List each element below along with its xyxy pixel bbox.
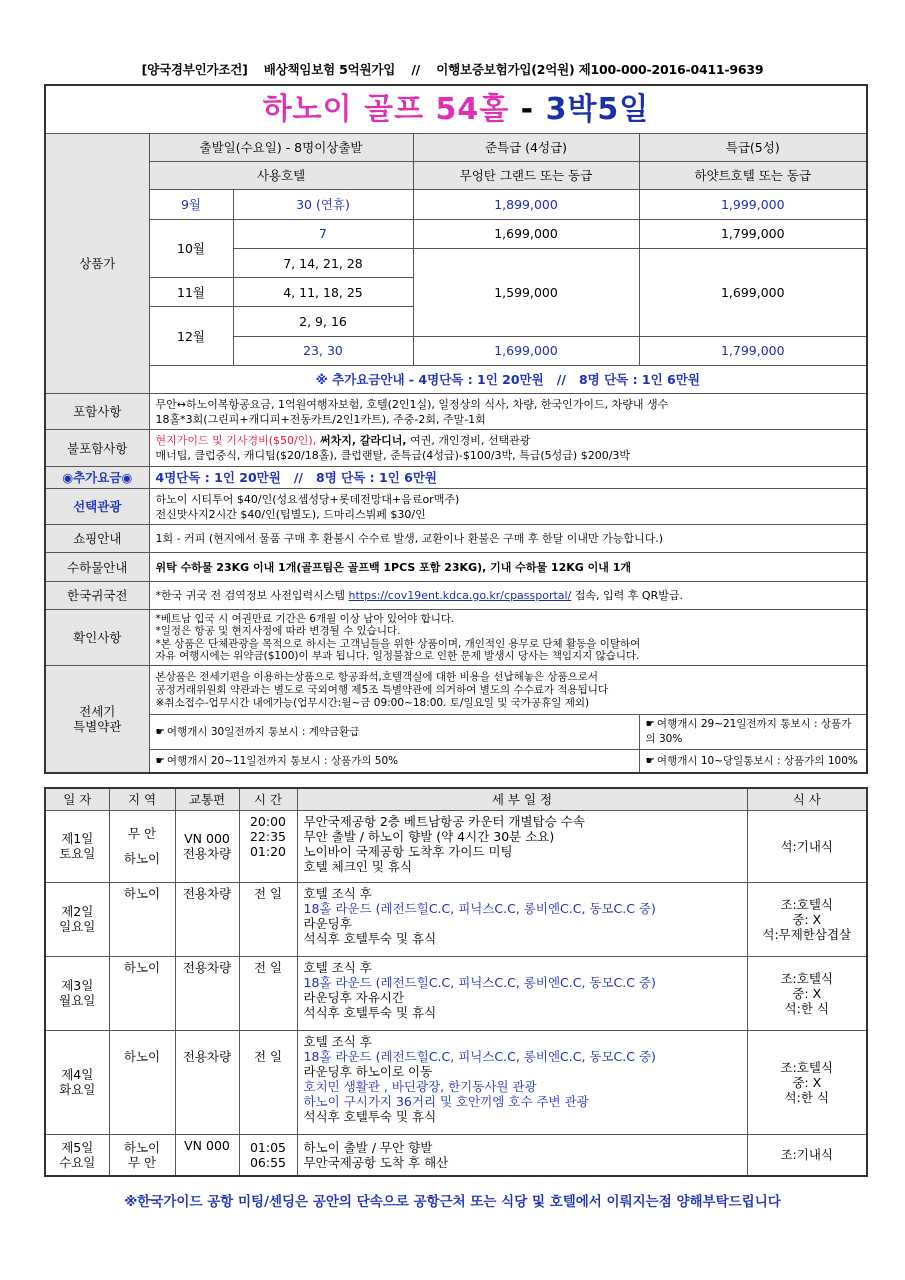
day2-label: 제2일: [61, 904, 94, 919]
price-dec-5star: 1,799,000: [639, 336, 867, 365]
day4-weekday: 화요일: [59, 1082, 96, 1097]
extra-fee-label: ◉추가요금◉: [45, 466, 149, 488]
day1-time-b: 22:35: [249, 828, 287, 844]
dates-oct-1: 7: [233, 219, 413, 248]
day1-item-1: 무안국제공항 2층 베트남항공 카운터 개별탑승 수속: [303, 813, 585, 829]
day1-flight: VN 000: [184, 831, 230, 846]
return-text: [149, 581, 867, 609]
day3-transport: 전용차량: [175, 956, 239, 1030]
day5-row: [45, 1134, 867, 1176]
day4-item-4: 호치민 생활관 , 바딘광장, 한기동사원 관광: [303, 1078, 537, 1094]
price-mid-5star: 1,699,000: [639, 248, 867, 336]
day5-weekday: 수요일: [59, 1154, 96, 1170]
title-duration: 3박5일: [545, 91, 650, 127]
license-condition: [양국경부인가조건]: [141, 62, 248, 77]
day2-transport: 전용차량: [175, 882, 239, 956]
price-mid-4star: 1,599,000: [413, 248, 639, 336]
day3-weekday: 월요일: [59, 993, 96, 1008]
day2-row: [45, 882, 867, 956]
day4-transport: 전용차량: [175, 1030, 239, 1134]
col-time: 시 간: [239, 788, 297, 810]
day4-item-6: 석식후 호텔투숙 및 휴식: [303, 1108, 437, 1124]
product-title: [45, 85, 867, 133]
shopping-label: 쇼핑안내: [45, 525, 149, 553]
day5-meal: 조:기내식: [747, 1134, 867, 1176]
charter-line-3: ※취소접수-업무시간 내에가능(업무시간:월~금 09:00~18:00. 토/일요일 및 국가공휴일 제외): [155, 696, 590, 709]
day3-region: 하노이: [109, 956, 175, 1030]
notice-line-3: *본 상품은 단체관광을 목적으로 하시는 고객님들을 위한 상품이며, 개인적인 용무로 단체 활동을 이탈하여: [155, 637, 641, 650]
day3-item-3: 라운딩후 자유시간: [303, 989, 405, 1005]
price-sep-5star: 1,999,000: [639, 190, 867, 219]
title-main: 하노이 골프 54홀: [262, 91, 510, 127]
day1-item-3: 노이바이 국제공항 도착후 가이드 미팅: [303, 843, 513, 859]
day2-lunch: 중: X: [792, 911, 822, 927]
day3-breakfast: 조:호텔식: [780, 970, 833, 986]
month-oct: 10월: [149, 219, 233, 278]
day1-item-4: 호텔 체크인 및 휴식: [303, 858, 413, 874]
price-oct-4star: 1,699,000: [413, 219, 639, 248]
return-post: 접속, 입력 후 QR발급.: [571, 588, 683, 602]
exclude-surcharge: 써차지, 갈라디너,: [316, 434, 407, 448]
notice-line-4: 자유 여행시에는 위약금($100)이 부과 됩니다. 일정불참으로 인한 문제 발생시 당사는 책임지지 않습니다.: [155, 650, 640, 663]
day4-row: [45, 1030, 867, 1134]
charter-label-2: 특별약관: [73, 719, 122, 735]
include-label: 포함사항: [45, 394, 149, 430]
day2-weekday: 일요일: [59, 919, 96, 934]
price-oct-5star: 1,799,000: [639, 219, 867, 248]
day1-time-c: 01:20: [249, 843, 287, 859]
grade-4star-header: 준특급 (4성급): [413, 133, 639, 161]
exclude-guide-fee: 현지가이드 및 기사경비($50/인),: [155, 434, 317, 448]
day1-region-b: 하노이: [123, 851, 161, 866]
cancel-rule-10days: ☛ 여행개시 10~당일통보시 : 상품가의 100%: [639, 750, 867, 773]
day2-item-3: 라운딩후: [303, 915, 352, 931]
col-region: 지 역: [109, 788, 175, 810]
day1-item-2: 무안 출발 / 하노이 향발 (약 4시간 30분 소요): [303, 828, 555, 844]
dates-sep: 30 (연휴): [233, 190, 413, 219]
day5-time-a: 01:05: [249, 1139, 287, 1155]
dates-dec-2: 23, 30: [233, 336, 413, 365]
exclude-line-2: 매너팁, 클럽중식, 캐디팁($20/18홀), 클럽랜탈, 준특급(4성급)-$100/3박, 특급(5성급) $200/3박: [155, 449, 631, 463]
price-dec-4star: 1,699,000: [413, 336, 639, 365]
option-line-2: 전신맛사지2시간 $40/인(팁별도), 드마리스뷔페 $30/인: [155, 507, 426, 521]
day3-label: 제3일: [61, 978, 94, 993]
title-dash: -: [509, 91, 546, 127]
itinerary-table: [44, 787, 868, 1177]
day1-meal: 석:기내식: [747, 810, 867, 882]
day5-label: 제5일: [61, 1139, 94, 1155]
cancel-rule-29-21days: ☛ 여행개시 29~21일전까지 통보시 : 상품가의 30%: [639, 714, 867, 749]
notice-line-1: *베트남 입국 시 여권만료 기간은 6개월 이상 남아 있어야 합니다.: [155, 612, 455, 625]
day5-flight: VN 000: [175, 1134, 239, 1176]
day2-item-1: 호텔 조식 후: [303, 885, 372, 901]
day5-region-b: 무 안: [127, 1154, 157, 1170]
col-transport: 교통편: [175, 788, 239, 810]
day2-region: 하노이: [109, 882, 175, 956]
surcharge-note: ※ 추가요금안내 - 4명단독 : 1인 20만원 // 8명 단독 : 1인 6만원: [149, 365, 867, 393]
dates-nov: 4, 11, 18, 25: [233, 278, 413, 307]
charter-terms-label: [45, 666, 149, 773]
grade-5star-header: 특급(5성): [639, 133, 867, 161]
day4-lunch: 중: X: [792, 1074, 822, 1090]
day2-item-2: 18홀 라운드 (레전드힐C.C, 피닉스C.C, 롱비엔C.C, 동모C.C 중): [303, 900, 656, 916]
day3-item-4: 석식후 호텔투숙 및 휴식: [303, 1004, 437, 1020]
month-dec: 12월: [149, 307, 233, 366]
product-info-table: [44, 84, 868, 774]
license-info-line: [0, 60, 905, 78]
cancel-rule-30days: ☛ 여행개시 30일전까지 통보시 : 계약금환급: [149, 714, 639, 749]
day2-dinner: 석:무제한삼겹살: [762, 926, 852, 942]
hotel-label: 사용호텔: [149, 162, 413, 190]
col-detail: 세 부 일 정: [297, 788, 747, 810]
include-line-1: 무안↔하노이복항공요금, 1억원여행자보험, 호텔(2인1실), 일정상의 식사, 차량, 한국인가이드, 차량내 생수: [155, 397, 669, 411]
include-line-2: 18홀*3회(그린피+캐디피+전동카트/2인1카트), 주중-2회, 주말-1회: [155, 412, 486, 426]
day5-item-2: 무안국제공항 도착 후 해산: [303, 1154, 449, 1170]
liability-insurance: 배상책임보험 5억원가입: [263, 62, 396, 77]
day3-row: [45, 956, 867, 1030]
day2-breakfast: 조:호텔식: [780, 896, 833, 912]
day4-breakfast: 조:호텔식: [780, 1059, 833, 1075]
charter-line-1: 본상품은 전세기편을 이용하는상품으로 항공좌석,호텔객실에 대한 비용을 선납해놓은 상품으로서: [155, 670, 599, 683]
day5-region-a: 하노이: [123, 1139, 161, 1155]
return-label: 한국귀국전: [45, 581, 149, 609]
day1-row: [45, 810, 867, 882]
return-pre: *한국 귀국 전 검역정보 사전입력시스템: [155, 588, 349, 602]
exclude-label: 불포함사항: [45, 430, 149, 466]
day1-vehicle: 전용차량: [182, 846, 232, 861]
day3-lunch: 중: X: [792, 985, 822, 1001]
dates-dec-1: 2, 9, 16: [233, 307, 413, 336]
day5-item-1: 하노이 출발 / 무안 향발: [303, 1139, 433, 1155]
day3-dinner: 석:한 식: [784, 1000, 829, 1016]
separator: //: [411, 62, 421, 77]
day1-label: 제1일: [61, 831, 94, 846]
shopping-text: 1회 - 커피 (현지에서 물품 구매 후 환불시 수수료 발생, 교환이나 환불은 구매 후 한달 이내만 가능합니다.): [149, 525, 867, 553]
day4-label: 제4일: [61, 1067, 94, 1082]
charter-label-1: 전세기: [79, 704, 116, 720]
day5-time-b: 06:55: [249, 1154, 287, 1170]
day4-item-2: 18홀 라운드 (레전드힐C.C, 피닉스C.C, 롱비엔C.C, 동모C.C 중): [303, 1048, 656, 1064]
day4-item-5: 하노이 구시가지 36거리 및 호안끼엠 호수 주변 관광: [303, 1093, 589, 1109]
baggage-text: 위탁 수하물 23KG 이내 1개(골프팀은 골프백 1PCS 포함 23KG), 기내 수하물 12KG 이내 1개: [149, 553, 867, 581]
day3-item-2: 18홀 라운드 (레전드힐C.C, 피닉스C.C, 롱비엔C.C, 동모C.C 중): [303, 974, 656, 990]
exclude-line-1: [156, 433, 861, 448]
day1-region-a: 무 안: [127, 826, 157, 841]
day3-item-1: 호텔 조식 후: [303, 959, 372, 975]
day4-item-3: 라운딩후 하노이로 이동: [303, 1063, 433, 1079]
option-line-1: 하노이 시티투어 $40/인(성요셉성당+롯데전망대+음료or맥주): [155, 492, 460, 506]
day4-time: 전 일: [239, 1030, 297, 1134]
hotel-4star: 무엉탄 그랜드 또는 동급: [413, 162, 639, 190]
guarantee-insurance: 이행보증보험가입(2억원) 제100-000-2016-0411-9639: [436, 62, 764, 77]
quarantine-link[interactable]: https://cov19ent.kdca.go.kr/cpassportal/: [348, 588, 572, 602]
col-meal: 식 사: [747, 788, 867, 810]
month-nov: 11월: [149, 278, 233, 307]
notice-line-2: *일정은 항공 및 현지사정에 따라 변경될 수 있습니다.: [155, 625, 401, 638]
day1-time-a: 20:00: [249, 813, 287, 829]
col-day: 일 자: [45, 788, 109, 810]
option-tour-label: 선택관광: [45, 488, 149, 524]
footer-notice: ※한국가이드 공항 미팅/센딩은 공안의 단속으로 공항근처 또는 식당 및 호텔에서 이뤄지는점 양해부탁드립니다: [124, 1194, 781, 1210]
baggage-label: 수하물안내: [45, 553, 149, 581]
exclude-rest: 여권, 개인경비, 선택관광: [406, 434, 531, 448]
day2-item-4: 석식후 호텔투숙 및 휴식: [303, 930, 437, 946]
day2-time: 전 일: [239, 882, 297, 956]
departure-header: 출발일(수요일) - 8명이상출발: [149, 133, 413, 161]
price-section-label: 상품가: [45, 133, 149, 393]
day3-time: 전 일: [239, 956, 297, 1030]
notice-label: 확인사항: [45, 609, 149, 665]
extra-fee-text: 4명단독 : 1인 20만원 // 8명 단독 : 1인 6만원: [149, 466, 867, 488]
charter-line-2: 공정거래위원회 약관과는 별도로 국외여행 제5조 특별약관에 의거하여 별도의 수수료가 적용됩니다: [155, 683, 609, 696]
cancel-rule-20-11days: ☛ 여행개시 20~11일전까지 통보시 : 상품가의 50%: [149, 750, 639, 773]
dates-oct-2: 7, 14, 21, 28: [233, 248, 413, 277]
day4-region: 하노이: [109, 1030, 175, 1134]
day4-dinner: 석:한 식: [784, 1089, 829, 1105]
hotel-5star: 하얏트호텔 또는 동급: [639, 162, 867, 190]
day4-item-1: 호텔 조식 후: [303, 1033, 372, 1049]
month-sep: 9월: [149, 190, 233, 219]
price-sep-4star: 1,899,000: [413, 190, 639, 219]
day1-weekday: 토요일: [59, 846, 96, 861]
